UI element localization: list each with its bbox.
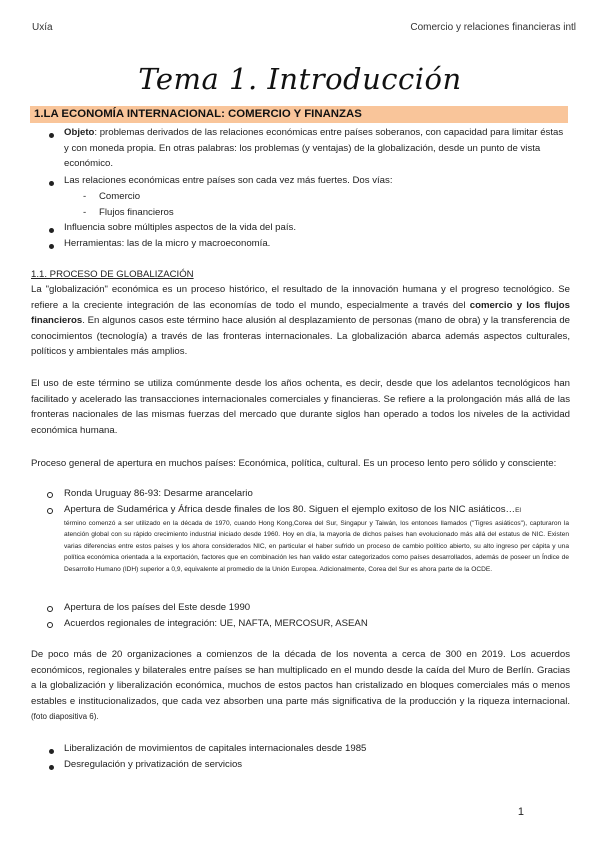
bullet-dot	[49, 133, 54, 138]
sudamerica-small-lead: El	[515, 507, 522, 514]
bullet-liberalizacion: Liberalización de movimientos de capitales internacionales desde 1985	[64, 743, 367, 754]
bullet-dot	[49, 765, 54, 770]
list-item-sudamerica	[64, 502, 564, 519]
bullet-dot	[49, 181, 54, 186]
objeto-text: : problemas derivados de las relaciones económicas entre países soberanos, con capacidad para limitar éstas y con moneda propia. En otras palabras: los problemas (y ventajas) de la globalización, desde un punto de vista económico.	[64, 127, 564, 170]
bullet-dot	[49, 749, 54, 754]
paragraph-proceso-apertura: Proceso general de apertura en muchos países: Económica, política, cultural. Es un proceso lento pero sólido y consciente:	[31, 458, 557, 469]
hollow-bullet	[47, 508, 53, 514]
sudamerica-text: Apertura de Sudamérica y África desde finales de los 80. Siguen el ejemplo exitoso de los NIC asiáticos…	[64, 504, 516, 515]
list-item-acuerdos: Acuerdos regionales de integración: UE, NAFTA, MERCOSUR, ASEAN	[64, 618, 368, 629]
list-item-ronda-uruguay: Ronda Uruguay 86-93: Desarme arancelario	[64, 488, 253, 499]
bullet-influencia: Influencia sobre múltiples aspectos de la vida del país.	[64, 222, 296, 233]
bullet-herramientas: Herramientas: las de la micro y macroeconomía.	[64, 238, 271, 249]
para1-part2: . En algunos casos este término hace alusión al desplazamiento de personas (mano de obra) y la transferencia de conocimientos (tecnología) a través de las fronteras internacionales. La globalización abarca además aspectos culturales, políticos y ambientales más amplios.	[31, 315, 570, 358]
list-item-paises-este: Apertura de los países del Este desde 1990	[64, 602, 251, 613]
dash-marker: -	[83, 207, 87, 218]
bullet-objeto	[64, 125, 570, 172]
sub-item-flujos: Flujos financieros	[99, 207, 174, 218]
para4-note: (foto diapositiva 6).	[31, 712, 99, 722]
objeto-label: Objeto	[64, 127, 95, 138]
paragraph-globalizacion	[31, 282, 570, 360]
section-heading: 1.LA ECONOMÍA INTERNACIONAL: COMERCIO Y FINANZAS	[30, 106, 568, 123]
bullet-dot	[49, 244, 54, 249]
bullet-desregulacion: Desregulación y privatización de servicios	[64, 759, 243, 770]
bullet-dot	[49, 228, 54, 233]
subsection-heading-text: 1.1. PROCESO DE GLOBALIZACIÓN	[31, 269, 194, 280]
header-course: Comercio y relaciones financieras intl	[410, 22, 576, 33]
hollow-bullet	[47, 606, 53, 612]
hollow-bullet	[47, 622, 53, 628]
page-title: Tema 1. Introducción	[138, 62, 462, 96]
dash-marker: -	[83, 191, 87, 202]
para1-part1: La "globalización" económica es un proceso histórico, el resultado de la innovación humana y el progreso tecnológico. Se refiere a la creciente integración de las economías de todo el mundo, especialmente a través del	[31, 284, 570, 311]
bullet-relaciones: Las relaciones económicas entre países son cada vez más fuertes. Dos vías:	[64, 175, 393, 186]
hollow-bullet	[47, 492, 53, 498]
sub-item-comercio: Comercio	[99, 191, 141, 202]
paragraph-uso-termino: El uso de este término se utiliza comúnmente desde los años ochenta, es decir, desde que los adelantos tecnológicos han facilitado y acelerado las transacciones internacionales comerciales y financieras. Se refiere a la prolongación más allá de las fronteras nacionales de las mismas fuerzas del mercado que durante siglos han operado a todos los niveles de la actividad económica humana.	[31, 378, 570, 436]
footnote-nic: término comenzó a ser utilizado en la década de 1970, cuando Hong Kong,Corea del Sur, Singapur y Taiwán, los entonces llamados ("Tigres asiáticos"), capturaron la atención global con su rápido crecimiento industrial iniciado desde 1960. Hoy en día, la mayoría de dichos países han evolucionado más allá del estatus de NIC. Existen varias diferencias entre estos países y los ahora considerados NIC, en particular el haber sufrido un proceso de cambio político abierto, su alto ingreso per cápita y una política económica orientada a la exportación, factores que en combinación les han valido estar categorizados como países desarrollados, además de poseer un Índice de Desarrollo Humano (IDH) superior a 0,9, equivalente al promedio de la Unión Europea. Adicionalmente, Corea del Sur es ahora parte de la OCDE.	[64, 520, 569, 573]
page-number: 1	[517, 806, 524, 818]
header-author: Uxía	[32, 22, 53, 33]
para1-bold: comercio y los flujos financieros	[31, 299, 570, 327]
subsection-heading	[31, 267, 194, 283]
para4-main: De poco más de 20 organizaciones a comienzos de la década de los noventa a cerca de 300 en 2019. Los acuerdos económicos, regionales y bilaterales entre países se han multiplicado en el mundo desde la caída del Muro de Berlín. Gracias a la globalización y liberalización económica, muchos de estos pactos han cristalizado en bloques comerciales más o menos estables e institucionalizados, que cada vez absorben una parte más significativa de la producción y la riqueza internacional.	[31, 649, 570, 707]
paragraph-organizaciones	[31, 647, 570, 725]
